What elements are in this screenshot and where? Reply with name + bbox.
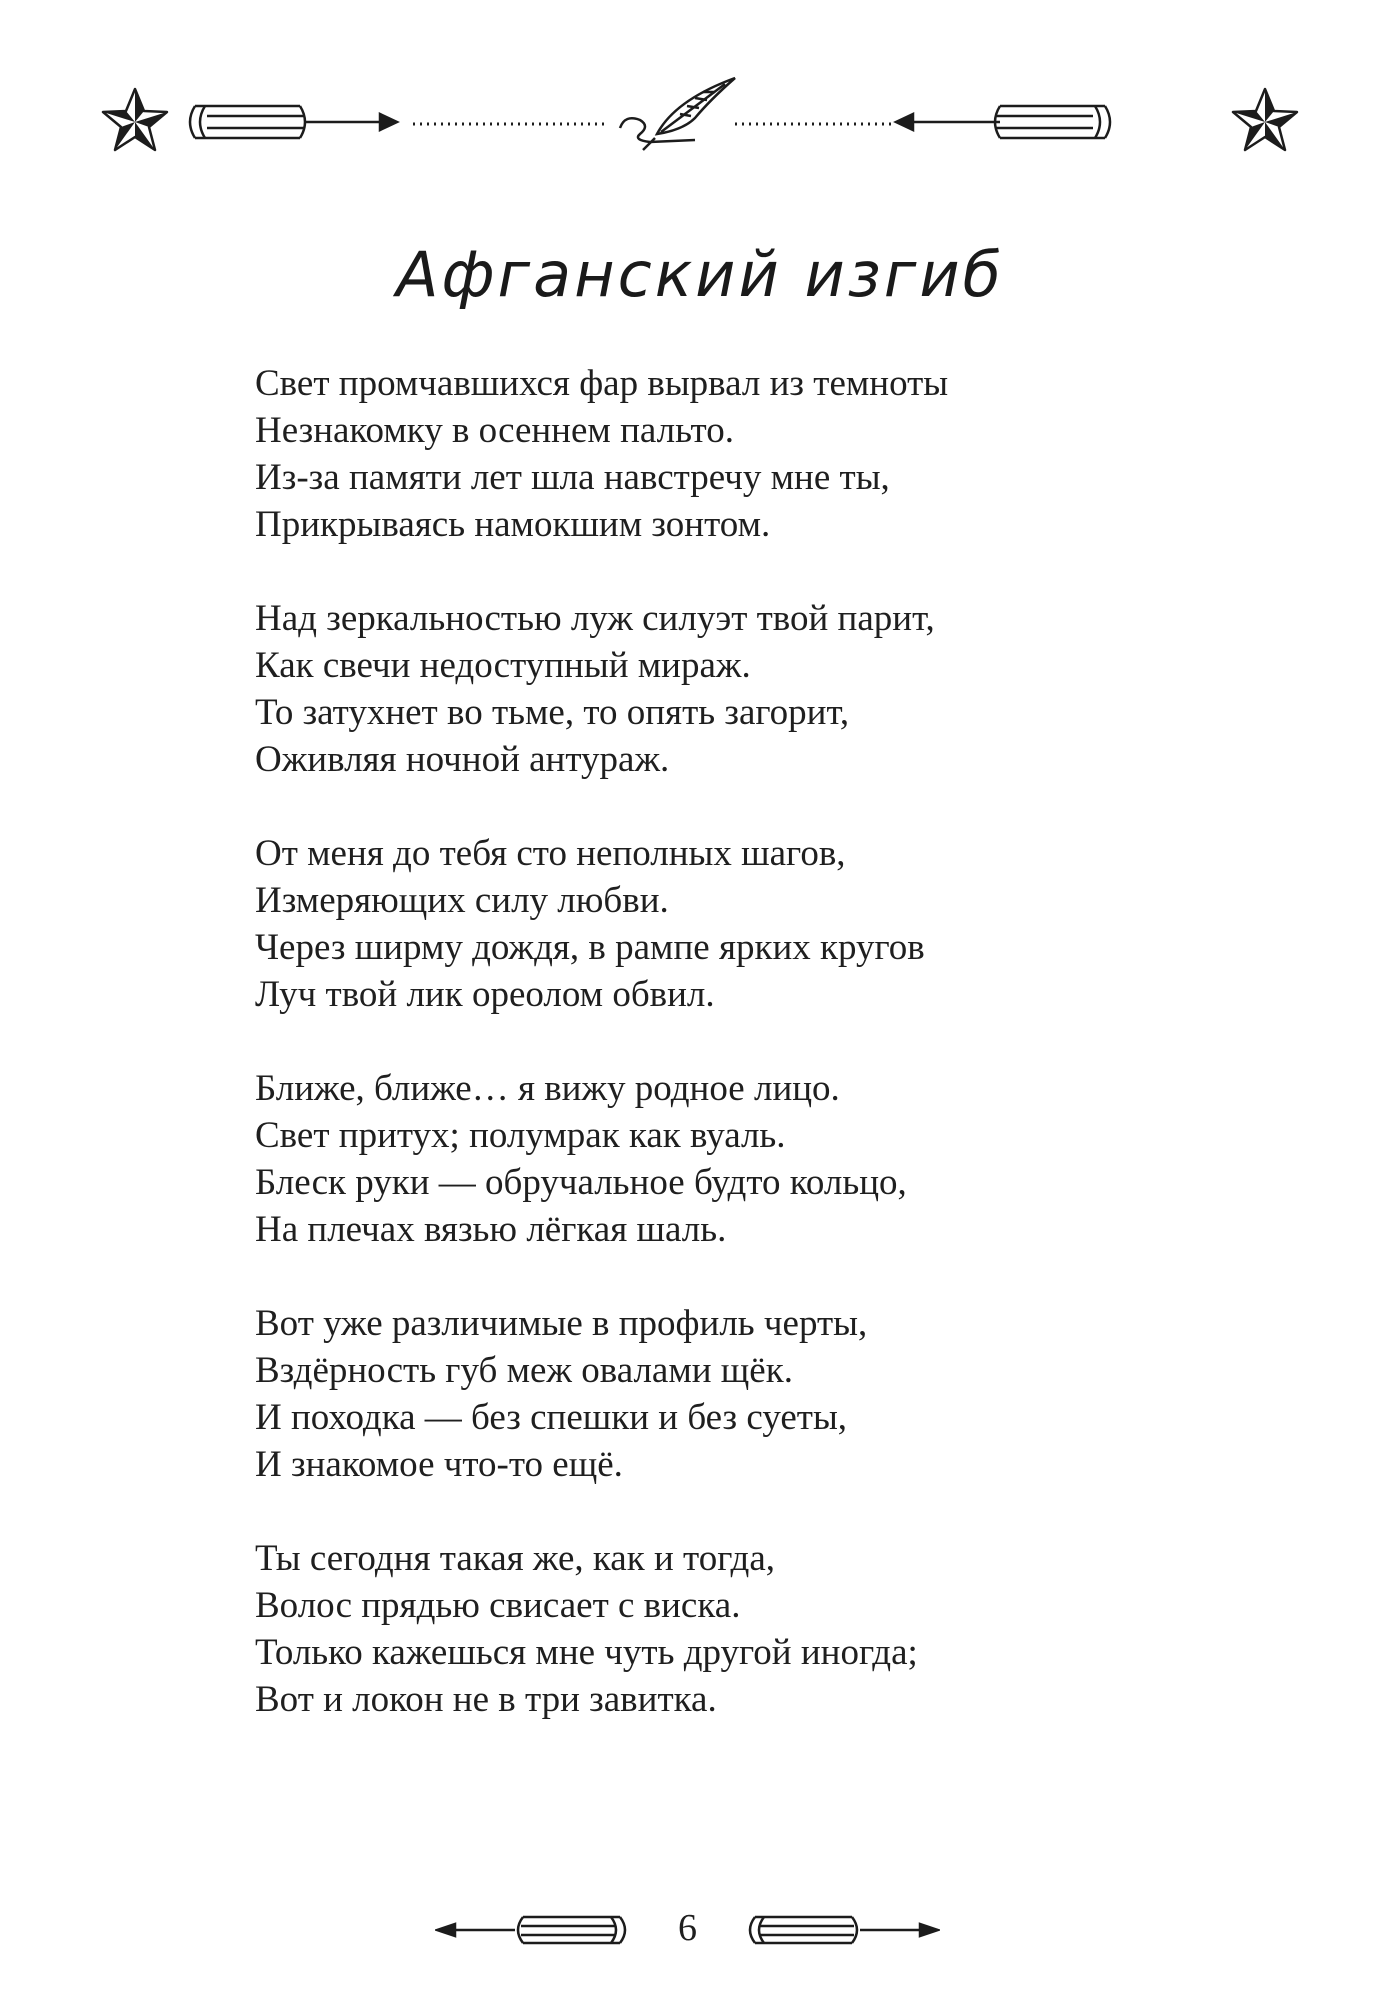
poem-line: То затухнет во тьме, то опять загорит, [255, 692, 850, 733]
poem-line: На плечах вязью лёгкая шаль. [255, 1209, 727, 1250]
page-number: 6 [678, 1907, 697, 1949]
poem-line: Над зеркальностью луж силуэт твой парит, [255, 598, 935, 639]
poem-line: Незнакомку в осеннем пальто. [255, 410, 734, 451]
poem-line: От меня до тебя сто неполных шагов, [255, 833, 846, 874]
poem-line: Вот и локон не в три завитка. [255, 1679, 717, 1720]
poem-line: Ближе, ближе… я вижу родное лицо. [255, 1068, 840, 1109]
poem-line: Свет притух; полумрак как вуаль. [255, 1115, 786, 1156]
poem-line: Из-за памяти лет шла навстречу мне ты, [255, 457, 890, 498]
stanza-1 [255, 360, 1255, 548]
poem-line: Как свечи недоступный мираж. [255, 645, 751, 686]
poem-line: Блеск руки — обручальное будто кольцо, [255, 1162, 907, 1203]
poem-line: Оживляя ночной антураж. [255, 739, 670, 780]
poem-line: Волос прядью свисает с виска. [255, 1585, 741, 1626]
poem-line: Измеряющих силу любви. [255, 880, 669, 921]
poem-title: Афганский изгиб [396, 238, 1004, 311]
left-scroll-arrow-icon [190, 106, 397, 138]
stanza-5 [255, 1300, 1255, 1488]
stanza-2 [255, 595, 1255, 783]
footer-left-scroll-arrow-icon [435, 1905, 635, 1955]
poem-body [255, 360, 1255, 1770]
stanza-6 [255, 1535, 1255, 1723]
poem-line: И походка — без спешки и без суеты, [255, 1397, 848, 1438]
stanza-4 [255, 1065, 1255, 1253]
header-ornament [95, 70, 1305, 180]
poem-line: Луч твой лик ореолом обвил. [255, 974, 715, 1015]
footer-right-scroll-arrow-icon [740, 1905, 940, 1955]
right-scroll-arrow-icon [896, 106, 1110, 138]
right-star-icon [1233, 89, 1297, 150]
stanza-3 [255, 830, 1255, 1018]
poem-line: Вздёрность губ меж овалами щёк. [255, 1350, 793, 1391]
poem-line: Только кажешься мне чуть другой иногда; [255, 1632, 918, 1673]
left-star-icon [103, 89, 167, 150]
poem-line: Прикрываясь намокшим зонтом. [255, 504, 771, 545]
poem-line: Ты сегодня такая же, как и тогда, [255, 1538, 776, 1579]
quill-icon [620, 78, 735, 150]
poem-line: И знакомое что-то ещё. [255, 1444, 623, 1485]
poem-line: Свет промчавшихся фар вырвал из темноты [255, 363, 949, 404]
poem-line: Вот уже различимые в профиль черты, [255, 1303, 868, 1344]
poem-line: Через ширму дождя, в рампе ярких кругов [255, 927, 925, 968]
